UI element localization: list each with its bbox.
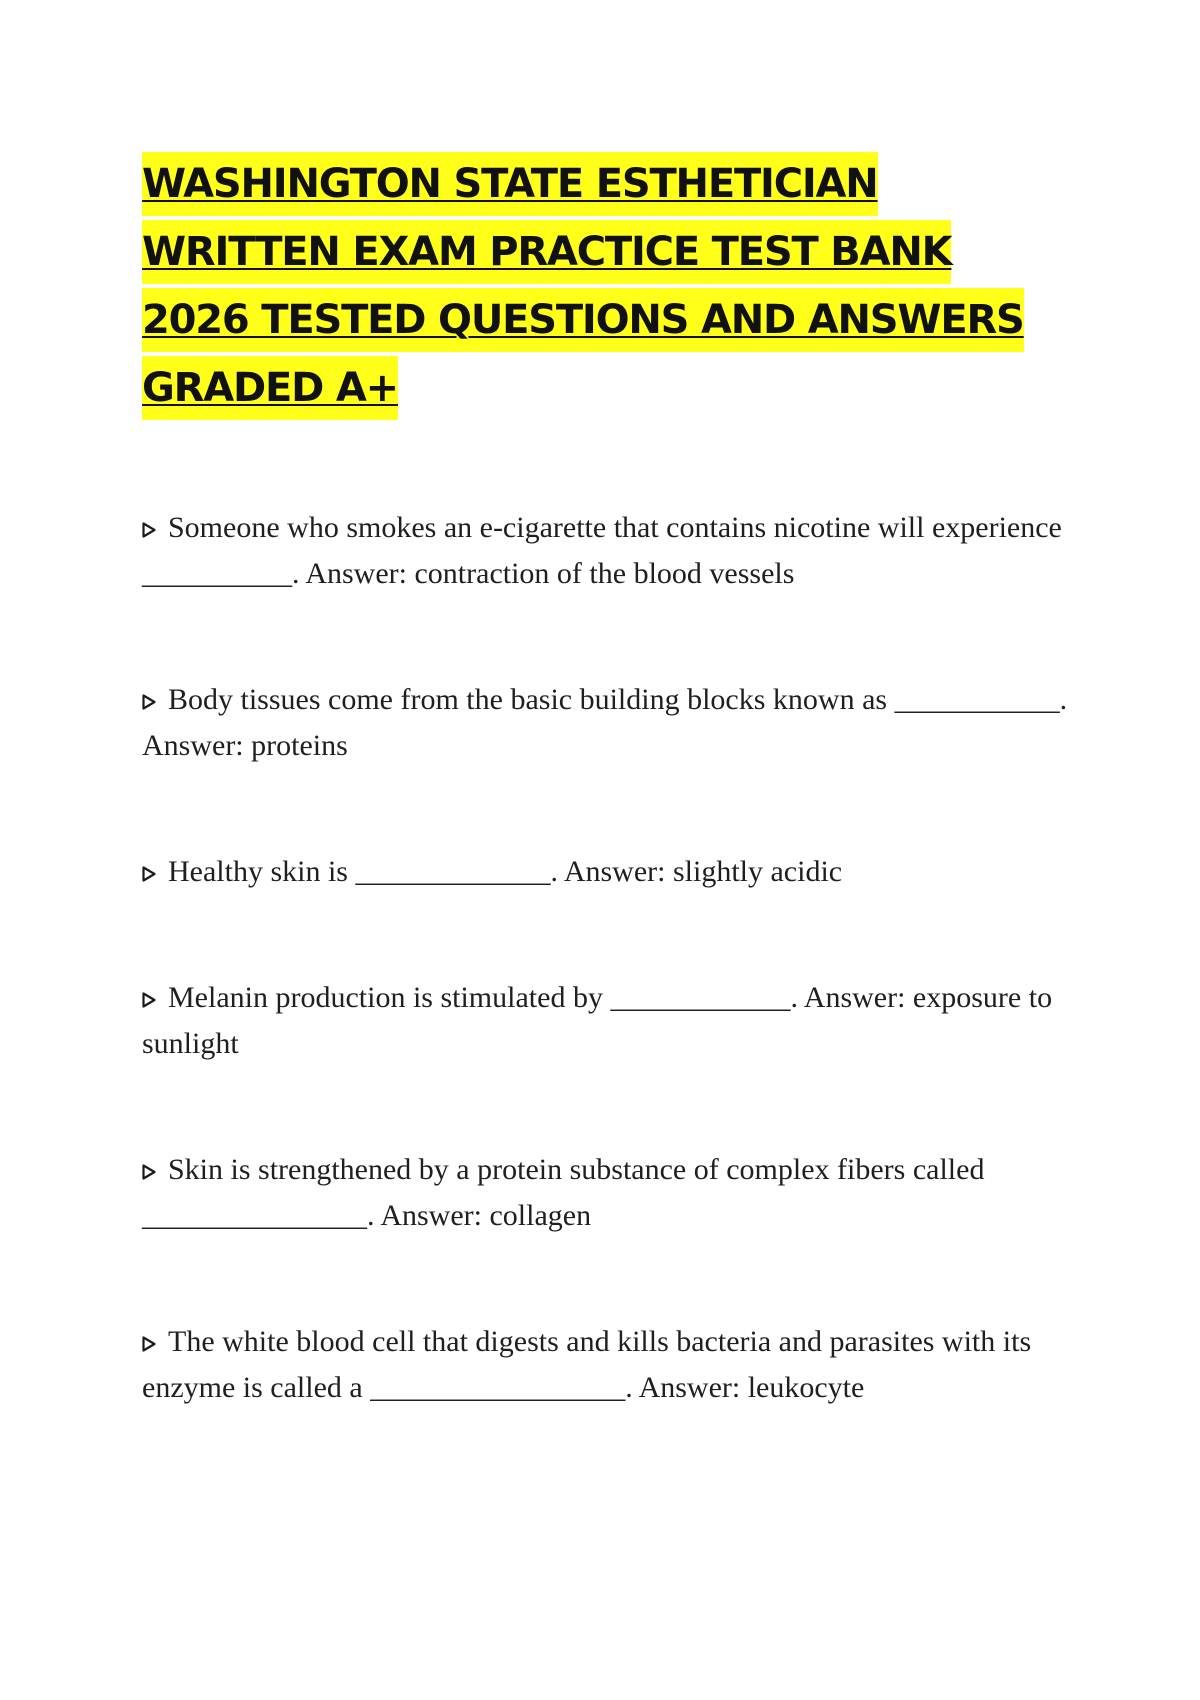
document-title (142, 152, 1072, 424)
title-line: GRADED A+ (142, 356, 398, 420)
triangle-bullet-icon (142, 866, 156, 880)
question-item (142, 1147, 1082, 1239)
question-text: Someone who smokes an e-cigarette that contains nicotine will experience __________. Answer: contraction of the blood vessels (142, 511, 1062, 590)
question-text: Melanin production is stimulated by ____________. Answer: exposure to sunlight (142, 981, 1053, 1060)
triangle-bullet-icon (142, 992, 156, 1006)
question-text: Healthy skin is _____________. Answer: slightly acidic (168, 855, 843, 888)
question-text: Body tissues come from the basic building blocks known as ___________. Answer: proteins (142, 683, 1068, 762)
triangle-bullet-icon (142, 1164, 156, 1178)
question-list (142, 505, 1082, 1411)
triangle-bullet-icon (142, 522, 156, 536)
question-item (142, 849, 1082, 895)
title-line: WRITTEN EXAM PRACTICE TEST BANK (142, 220, 951, 284)
question-text: Skin is strengthened by a protein substance of complex fibers called _______________. Answer: collagen (142, 1153, 985, 1232)
title-line: 2026 TESTED QUESTIONS AND ANSWERS (142, 288, 1024, 352)
question-item (142, 677, 1082, 769)
question-item (142, 1319, 1082, 1411)
triangle-bullet-icon (142, 694, 156, 708)
title-line: WASHINGTON STATE ESTHETICIAN (142, 152, 878, 216)
question-item (142, 505, 1082, 597)
question-item (142, 975, 1082, 1067)
triangle-bullet-icon (142, 1336, 156, 1350)
question-text: The white blood cell that digests and kills bacteria and parasites with its enzyme is called a _________________. Answer: leukocyte (142, 1325, 1032, 1404)
